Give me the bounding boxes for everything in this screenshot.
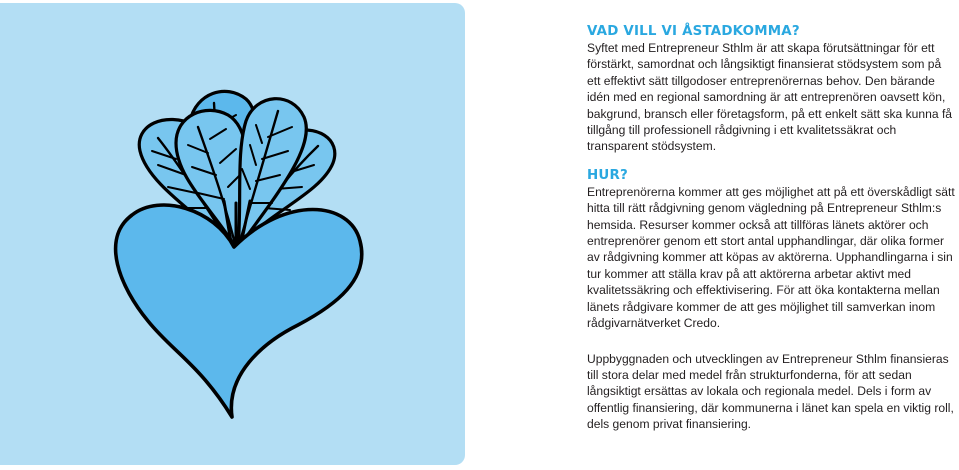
section-heading: VAD VILL VI ÅSTADKOMMA? [587, 24, 800, 39]
section-body: Entreprenörerna kommer att ges möjlighet att på ett överskådligt sätt hitta till rätt rådgivning genom vägledning på Entrepreneur Sthlm:s hemsida. Resurser kommer också att tillföras länets aktörer och entreprenörer genom ett stort antal upphandlingar, där olika former av rådgivning kommer att köpas av aktörerna. Upphandlingarna i sin tur kommer att ställa krav på att aktörerna arbetar aktivt med kvalitetssäkring och effektivisering. För att öka kontakterna mellan länets rådgivare kommer de att ges möjlighet till samverkan inom rådgivarnätverket Credo. [587, 184, 955, 331]
text-column [587, 24, 955, 433]
section-body: Syftet med Entrepreneur Sthlm är att skapa förutsättningar för ett förstärkt, samordnat och långsiktigt finansierat stödsystem som på ett effektivt sätt tillgodoser entreprenörernas behov. Den bärande idén med en regional samordning är att entreprenören oavsett kön, bakgrund, bransch eller företagsform, på ett enkelt sätt ska kunna få tillgång till professionell rådgivning i ett kvalitetssäkrat och transparent stödsystem. [587, 41, 953, 154]
section-body: Uppbyggnaden och utvecklingen av Entrepreneur Sthlm finansieras till stora delar med medel från strukturfonderna, för att sedan långsiktigt ersättas av lokala och regionala medel. Dels i form av offentlig finansiering, där kommunerna i länet kan spela en viktig roll, dels genom privat finansiering. [587, 351, 954, 432]
illustration-panel [0, 3, 465, 465]
section-heading: HUR? [587, 167, 628, 183]
beet-heart-with-leaves-icon [0, 3, 465, 465]
